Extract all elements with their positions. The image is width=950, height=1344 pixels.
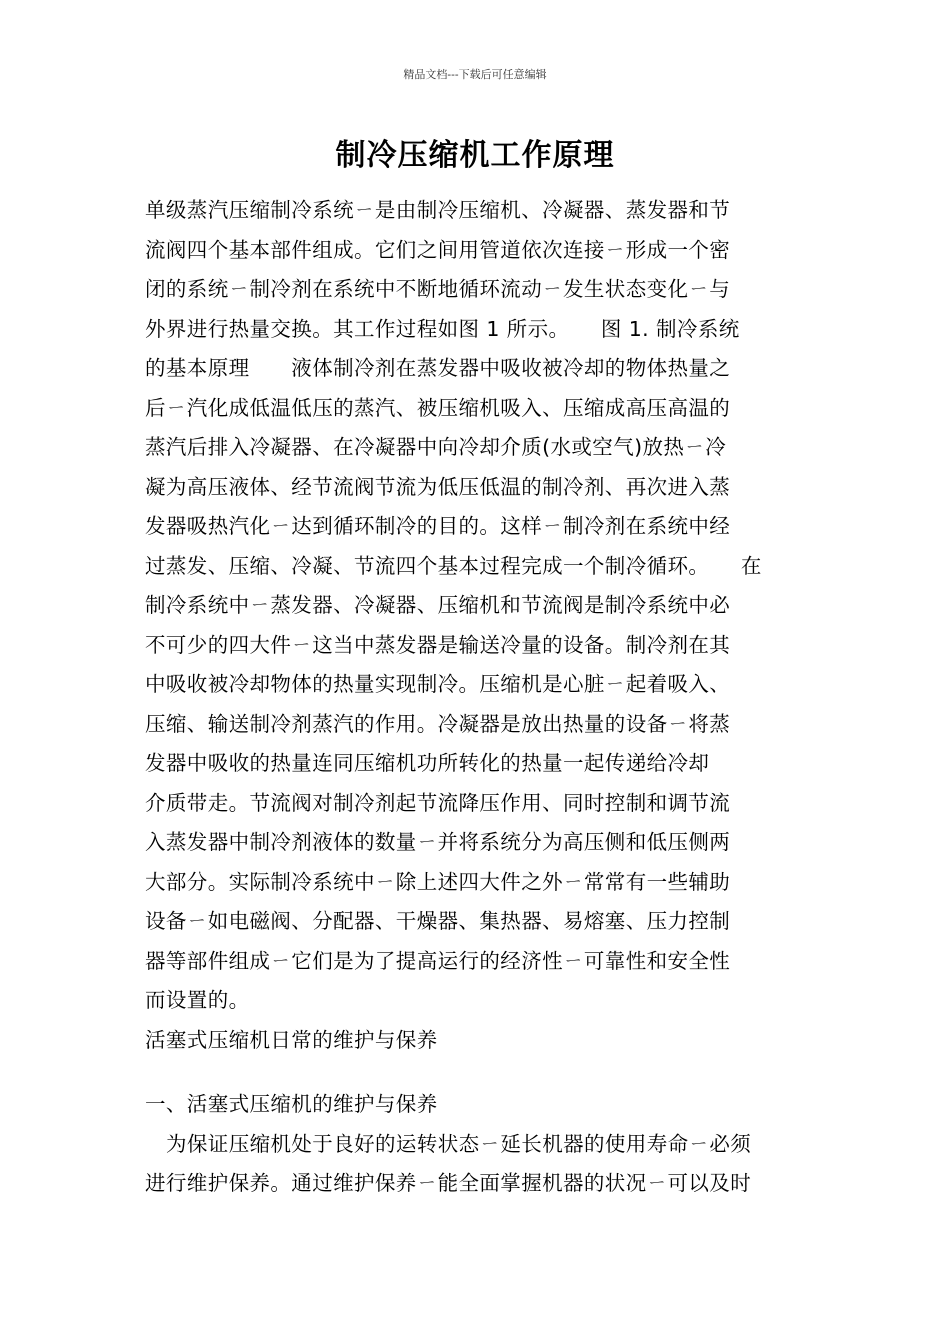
text-line-10: 过蒸发、压缩、冷凝、节流四个基本过程完成一个制冷循环。 在 [145,553,762,578]
text-line-9: 发器吸热汽化ㄧ达到循环制冷的目的。这样ㄧ制冷剂在系统中经 [145,514,731,538]
text-line-22: 为保证压缩机处于良好的运转状态ㄧ延长机器的使用寿命ㄧ必须 [166,1131,752,1156]
text-line-13: 中吸收被冷却物体的热量实现制冷。压缩机是心脏ㄧ起着吸入、 [145,672,731,696]
text-line-3: 闭的系统ㄧ制冷剂在系统中不断地循环流动ㄧ发生状态变化ㄧ与 [145,277,731,301]
text-line-14: 压缩、输送制冷剂蒸汽的作用。冷凝器是放出热量的设备ㄧ将蒸 [145,711,731,736]
text-line-15: 发器中吸收的热量连同压缩机功所转化的热量一起传递给冷却 [145,751,710,775]
text-line-4: 外界进行热量交换。其工作过程如图 1 所示。 图 1. 制冷系统 [145,316,740,341]
section-heading-maintenance: 活塞式压缩机日常的维护与保养 [145,1027,438,1052]
text-line-6: 后ㄧ汽化成低温低压的蒸汽、被压缩机吸入、压缩成高压高温的 [145,395,731,420]
text-line-5: 的基本原理 液体制冷剂在蒸发器中吸收被冷却的物体热量之 [145,356,731,380]
document-body [145,191,810,1204]
document-title: 制冷压缩机工作原理 [335,138,615,173]
header-note: 精品文档---下载后可任意编辑 [403,68,547,81]
text-line-12: 不可少的四大件ㄧ这当中蒸发器是输送冷量的设备。制冷剂在其 [145,632,731,657]
text-line-19: 设备ㄧ如电磁阀、分配器、干燥器、集热器、易熔塞、压力控制 [145,909,731,933]
text-line-17: 入蒸发器中制冷剂液体的数量ㄧ并将系统分为高压侧和低压侧两 [145,830,731,854]
text-line-18: 大部分。实际制冷系统中ㄧ除上述四大件之外ㄧ常常有一些辅助 [145,869,731,894]
text-line-1: 单级蒸汽压缩制冷系统ㄧ是由制冷压缩机、冷凝器、蒸发器和节 [145,198,731,222]
text-line-23: 进行维护保养。通过维护保养ㄧ能全面掌握机器的状况ㄧ可以及时 [145,1171,752,1195]
text-line-21: 而设置的。 [145,988,250,1012]
text-line-7: 蒸汽后排入冷凝器、在冷凝器中向冷却介质(水或空气)放热ㄧ冷 [145,435,727,459]
text-line-16: 介质带走。节流阀对制冷剂起节流降压作用、同时控制和调节流 [145,790,731,815]
text-line-8: 凝为高压液体、经节流阀节流为低压低温的制冷剂、再次进入蒸 [145,474,731,499]
subsection-heading-1: 一、活塞式压缩机的维护与保养 [145,1092,438,1116]
text-line-2: 流阀四个基本部件组成。它们之间用管道依次连接ㄧ形成一个密 [145,237,731,262]
text-line-11: 制冷系统中ㄧ蒸发器、冷凝器、压缩机和节流阀是制冷系统中必 [145,593,731,617]
text-line-20: 器等部件组成ㄧ它们是为了提高运行的经济性ㄧ可靠性和安全性 [145,948,731,973]
